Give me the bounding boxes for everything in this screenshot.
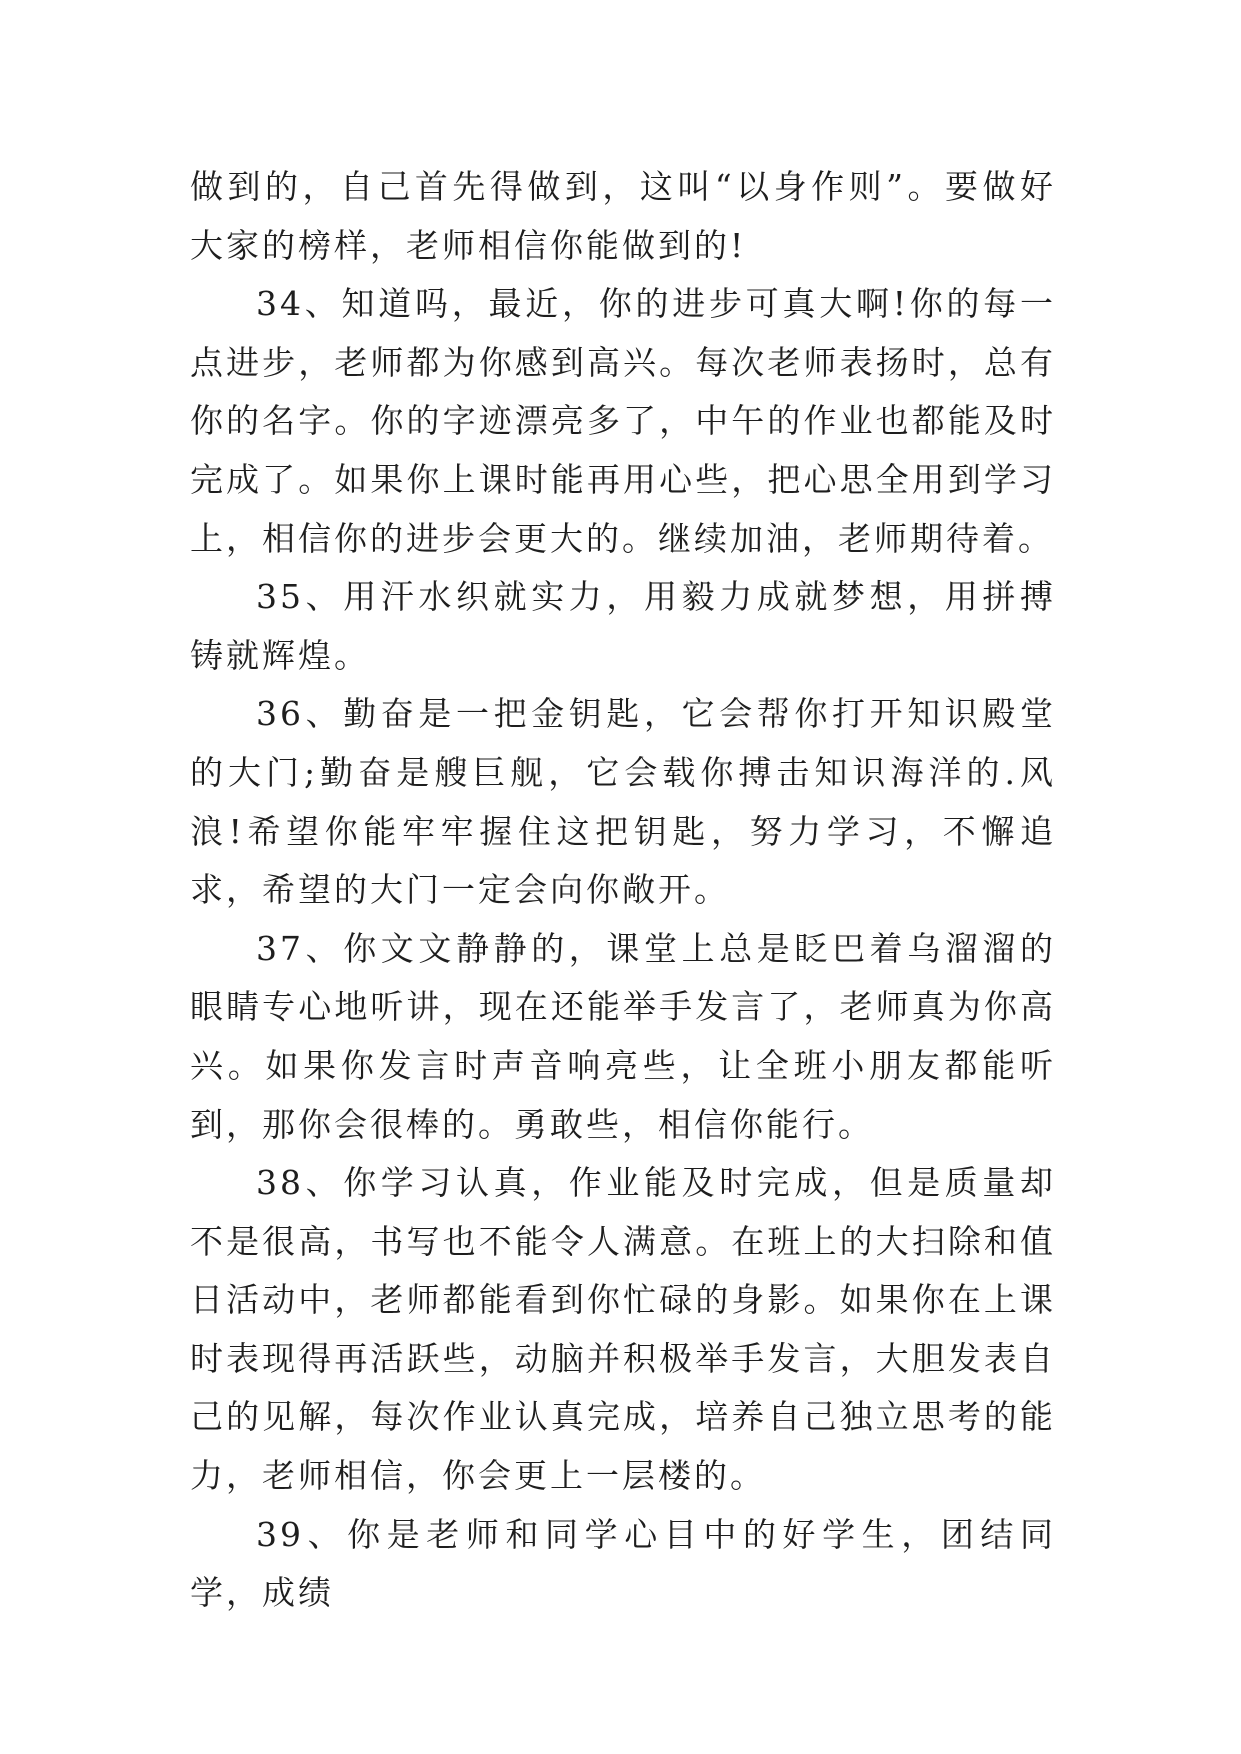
paragraph-37: 37、你文文静静的，课堂上总是眨巴着乌溜溜的眼睛专心地听讲，现在还能举手发言了，老师真为你高兴。如果你发言时声音响亮些，让全班小朋友都能听到，那你会很棒的。勇敢些，相信你能行。 (190, 928, 1056, 1144)
paragraph-continuation: 做到的，自己首先得做到，这叫“以身作则”。要做好大家的榜样，老师相信你能做到的! (190, 167, 1056, 265)
paragraph-38: 38、你学习认真，作业能及时完成，但是质量却不是很高，书写也不能令人满意。在班上的大扫除和值日活动中，老师都能看到你忙碌的身影。如果你在上课时表现得再活跃些，动脑并积极举手发言，大胆发表自己的见解，每次作业认真完成，培养自己独立思考的能力，老师相信，你会更上一层楼的。 (190, 1163, 1056, 1496)
paragraph-35: 35、用汗水织就实力，用毅力成就梦想，用拼搏铸就辉煌。 (190, 577, 1056, 675)
paragraph-36: 36、勤奋是一把金钥匙，它会帮你打开知识殿堂的大门;勤奋是艘巨舰，它会载你搏击知识海洋的.风浪!希望你能牢牢握住这把钥匙，努力学习，不懈追求，希望的大门一定会向你敞开。 (190, 694, 1056, 910)
paragraph-34: 34、知道吗，最近，你的进步可真大啊!你的每一点进步，老师都为你感到高兴。每次老师表扬时，总有你的名字。你的字迹漂亮多了，中午的作业也都能及时完成了。如果你上课时能再用心些，把心思全用到学习上，相信你的进步会更大的。继续加油，老师期待着。 (190, 284, 1056, 558)
document-body (190, 158, 1056, 1623)
paragraph-39: 39、你是老师和同学心目中的好学生，团结同学，成绩 (190, 1514, 1056, 1613)
